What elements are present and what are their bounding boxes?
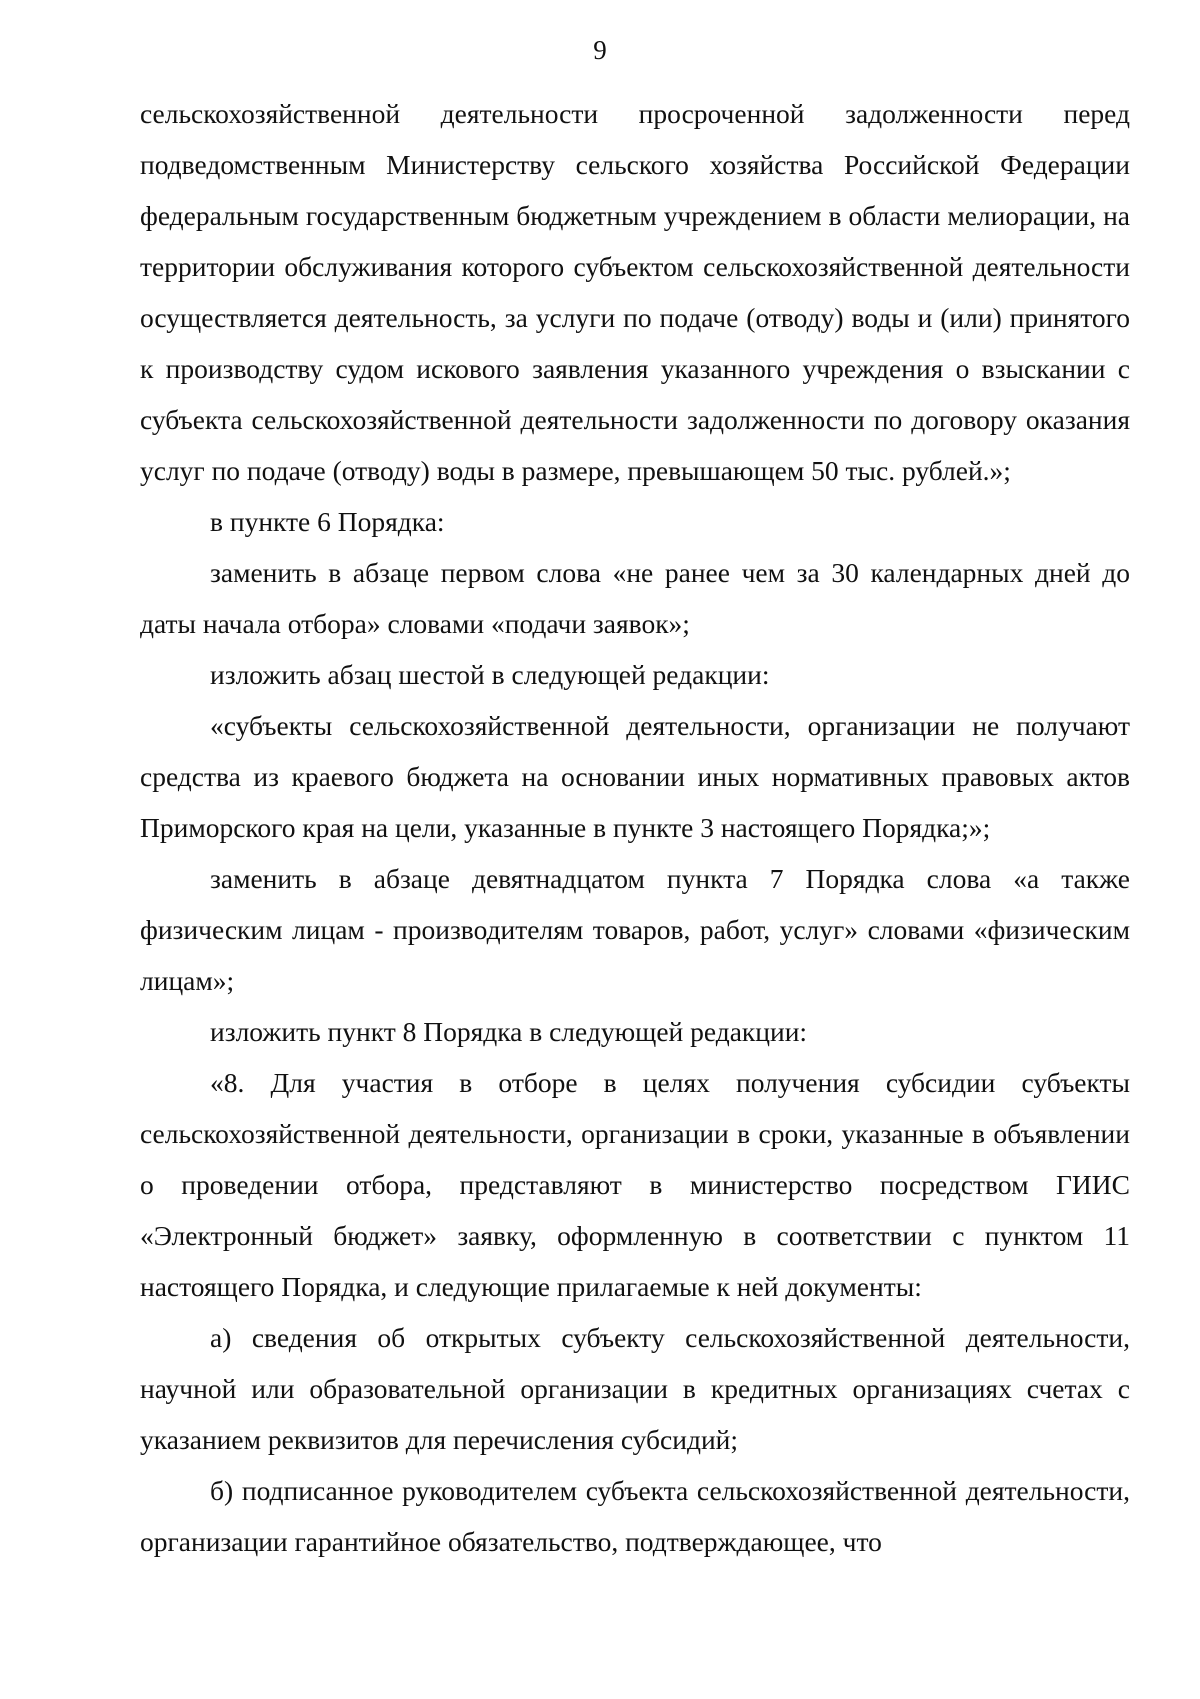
paragraph: изложить абзац шестой в следующей редакции:: [210, 659, 770, 690]
paragraph: б) подписанное руководителем субъекта сельскохозяйственной деятельности, организации гарантийное обязательство, подтверждающее, что: [140, 1475, 1130, 1557]
paragraph: заменить в абзаце девятнадцатом пункта 7 Порядка слова «а также физическим лицам - производителям товаров, работ, услуг» словами «физическим лицам»;: [140, 863, 1130, 996]
paragraph: «8. Для участия в отборе в целях получения субсидии субъекты сельскохозяйственной деятельности, организации в сроки, указанные в объявлении о проведении отбора, представляют в министерство посредством ГИИС «Электронный бюджет» заявку, оформленную в соответствии с пунктом 11 настоящего Порядка, и следующие прилагаемые к ней документы:: [140, 1067, 1130, 1302]
page-number: 9: [593, 35, 607, 65]
paragraph: изложить пункт 8 Порядка в следующей редакции:: [210, 1016, 808, 1047]
paragraph: «субъекты сельскохозяйственной деятельности, организации не получают средства из краевого бюджета на основании иных нормативных правовых актов Приморского края на цели, указанные в пункте 3 настоящего Порядка;»;: [140, 710, 1130, 843]
document-body: [140, 88, 1130, 1567]
paragraph-continuation: сельскохозяйственной деятельности просроченной задолженности перед подведомственным Министерству сельского хозяйства Российской Федерации федеральным государственным бюджетным учреждением в области мелиорации, на территории обслуживания которого субъектом сельскохозяйственной деятельности осуществляется деятельность, за услуги по подаче (отводу) воды и (или) принятого к производству судом искового заявления указанного учреждения о взыскании с субъекта сельскохозяйственной деятельности задолженности по договору оказания услуг по подаче (отводу) воды в размере, превышающем 50 тыс. рублей.»;: [140, 98, 1130, 486]
paragraph: в пункте 6 Порядка:: [210, 506, 445, 537]
paragraph: заменить в абзаце первом слова «не ранее чем за 30 календарных дней до даты начала отбора» словами «подачи заявок»;: [140, 557, 1130, 639]
paragraph: а) сведения об открытых субъекту сельскохозяйственной деятельности, научной или образовательной организации в кредитных организациях счетах с указанием реквизитов для перечисления субсидий;: [140, 1322, 1130, 1455]
